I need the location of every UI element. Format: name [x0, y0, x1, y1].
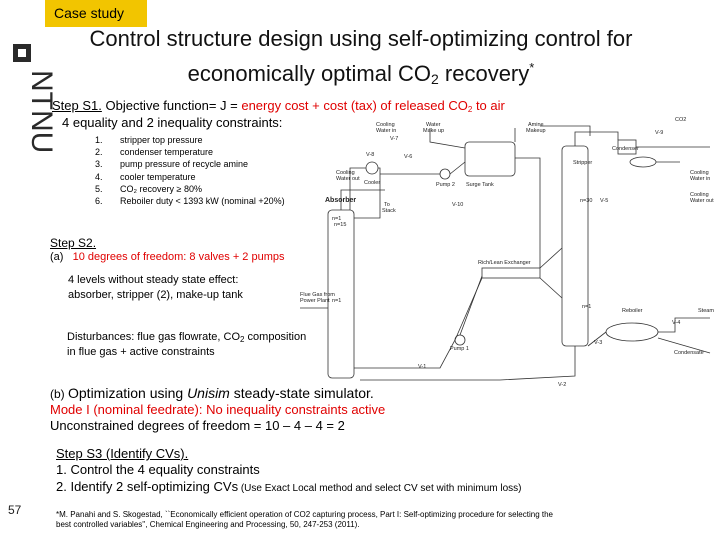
list-item-number: 1. [95, 135, 103, 145]
process-flow-diagram [300, 118, 720, 400]
step3-item1: 1. Control the 4 equality constraints [56, 462, 260, 477]
label-n15: n=15 [334, 222, 347, 228]
disturbances-line-2: in flue gas + active constraints [67, 346, 215, 358]
step1-label: Step S1. [52, 98, 102, 113]
step2-label: Step S2. [50, 236, 97, 250]
case-study-tag: Case study [45, 0, 147, 27]
list-item-number: 5. [95, 183, 103, 194]
optimization-prefix: (b) [50, 387, 68, 401]
title-co2-subscript: 2 [430, 71, 439, 87]
surge-tank [465, 142, 515, 176]
label-cooling-out-2: Cooling [690, 192, 709, 198]
title-part1: Control structure design using self-optimizing control for economically optimal CO [89, 26, 633, 86]
label-cooling-out-1: Cooling [336, 170, 355, 176]
list-item-number: 2. [95, 147, 103, 158]
reboiler [606, 323, 658, 341]
step1-text: Objective function= J = [101, 98, 242, 113]
reflux-drum [630, 157, 656, 167]
label-cooling-out-2b: Water out [690, 198, 714, 204]
list-item-number: 4. [95, 171, 103, 182]
list-item [95, 146, 285, 158]
title-footnote-mark: * [529, 60, 535, 75]
list-item-text: condenser temperature [120, 147, 214, 158]
ntnu-logo [4, 44, 58, 174]
cooler [366, 162, 378, 174]
label-co2: CO2 [675, 117, 687, 123]
label-stripper: Stripper [573, 160, 593, 166]
ntnu-sidebar [0, 0, 58, 540]
label-v9: V-9 [655, 130, 664, 136]
page-number: 57 [8, 503, 22, 517]
label-condensate: Condensate [674, 350, 704, 356]
label-cooling-in-2: Cooling [690, 170, 709, 176]
label-cooling-out-1b: Water out [336, 176, 360, 182]
constraint-list [95, 134, 285, 207]
disturbances-text-end: composition [244, 331, 307, 343]
label-water-makeup: Water [426, 122, 441, 128]
step2-dof-text: 10 degrees of freedom: 8 valves + 2 pumps [72, 251, 285, 263]
label-steam: Steam [698, 308, 714, 314]
list-item [95, 158, 285, 170]
label-surge-tank: Surge Tank [466, 182, 494, 188]
mode-line: Mode I (nominal feedrate): No inequality constraints active [50, 402, 386, 417]
levels-line-1: 4 levels without steady state effect: [68, 274, 239, 286]
slide-title [56, 24, 666, 94]
label-reboiler: Reboiler [622, 308, 643, 314]
label-v7: V-7 [390, 136, 399, 142]
step1-cost-end: to air [472, 98, 505, 113]
list-item [95, 183, 285, 195]
step3-item2-note: (Use Exact Local method and select CV set with minimum loss) [238, 483, 522, 494]
stripper-column [562, 146, 588, 346]
step3-item2 [56, 479, 522, 494]
label-v2: V-2 [558, 382, 567, 388]
label-condenser: Condenser [612, 146, 639, 152]
list-item-text: stripper top pressure [120, 135, 203, 145]
optimization-word: Optimization [68, 385, 146, 401]
label-exchanger: Rich/Lean Exchanger [478, 260, 531, 266]
label-v8: V-8 [366, 152, 375, 158]
list-item-text: cooler temperature [120, 171, 196, 182]
label-flue-gas: Flue Gas from [300, 292, 335, 298]
step3-item2-text: 2. Identify 2 self-optimizing CVs [56, 479, 239, 494]
label-pump2: Pump 2 [436, 182, 455, 188]
reference-line-2: best controlled variables'', Chemical Engineering and Processing, 50, 247-253 (2011). [56, 520, 360, 529]
disturbances-co2-subscript: 2 [240, 335, 245, 344]
label-n1-absorber-bottom: n=1 [332, 298, 342, 304]
label-pump1: Pump 1 [450, 346, 469, 352]
step1-cost: energy cost + cost (tax) of released CO [241, 98, 468, 113]
label-v5: V-5 [600, 198, 609, 204]
label-v3: V-3 [594, 340, 603, 346]
label-amine-makeup: Amine [528, 122, 544, 128]
label-cooler: Cooler [364, 180, 381, 186]
label-to-stack: To [384, 202, 390, 208]
optimization-using: using [145, 385, 188, 401]
label-cooling-in-1b: Water in [376, 128, 397, 134]
label-water-makeup-b: Make up [423, 128, 445, 134]
label-cooling-in-1: Cooling [376, 122, 395, 128]
ntnu-logo-text: NTNU [25, 70, 58, 154]
label-v1: V-1 [418, 364, 427, 370]
reference-line-1: *M. Panahi and S. Skogestad, ``Economically efficient operation of CO2 capturing process, Part I: Self-optimizing procedure for selecting the [56, 510, 553, 519]
label-v6: V-6 [404, 154, 413, 160]
label-amine-makeup-b: Makeup [526, 128, 546, 134]
step3-label: Step S3 (Identify CVs). [56, 446, 189, 461]
label-n1-absorber: n=1 [332, 216, 342, 222]
step2-degrees [50, 251, 285, 263]
step1-co2-subscript: 2 [467, 105, 473, 114]
levels-line-2: absorber, stripper (2), make-up tank [68, 289, 243, 301]
list-item-text: pump pressure of recycle amine [120, 159, 249, 170]
unconstrained-line: Unconstrained degrees of freedom = 10 – 4 – 4 = 2 [50, 418, 345, 433]
list-item-number: 6. [95, 196, 103, 207]
list-item [95, 195, 285, 207]
list-item-text: CO₂ recovery ≥ 80% [120, 183, 202, 194]
list-item [95, 171, 285, 183]
label-to-stack-b: Stack [382, 208, 396, 214]
label-cooling-in-2b: Water in [690, 176, 711, 182]
label-v4: V-4 [672, 320, 681, 326]
list-item [95, 134, 285, 146]
label-flue-gas-b: Power Plant [300, 298, 330, 304]
label-n30: n=30 [580, 198, 593, 204]
pump-2 [440, 169, 450, 179]
optimization-tool: Unisim [187, 385, 230, 401]
disturbances-line-1 [67, 331, 306, 344]
disturbances-text: Disturbances: flue gas flowrate, CO [67, 331, 241, 343]
list-item-text: Reboiler duty < 1393 kW (nominal +20%) [120, 196, 285, 207]
label-absorber: Absorber [325, 197, 357, 204]
step2-a-prefix: (a) [50, 251, 64, 263]
optimization-end: steady-state simulator. [229, 385, 374, 401]
title-part3: recovery [438, 61, 530, 86]
list-item-number: 3. [95, 159, 103, 170]
rich-lean-exchanger [482, 268, 540, 278]
label-v10: V-10 [452, 202, 464, 208]
step1-constraints: 4 equality and 2 inequality constraints: [62, 115, 283, 130]
label-n1-stripper: n=1 [582, 304, 592, 310]
